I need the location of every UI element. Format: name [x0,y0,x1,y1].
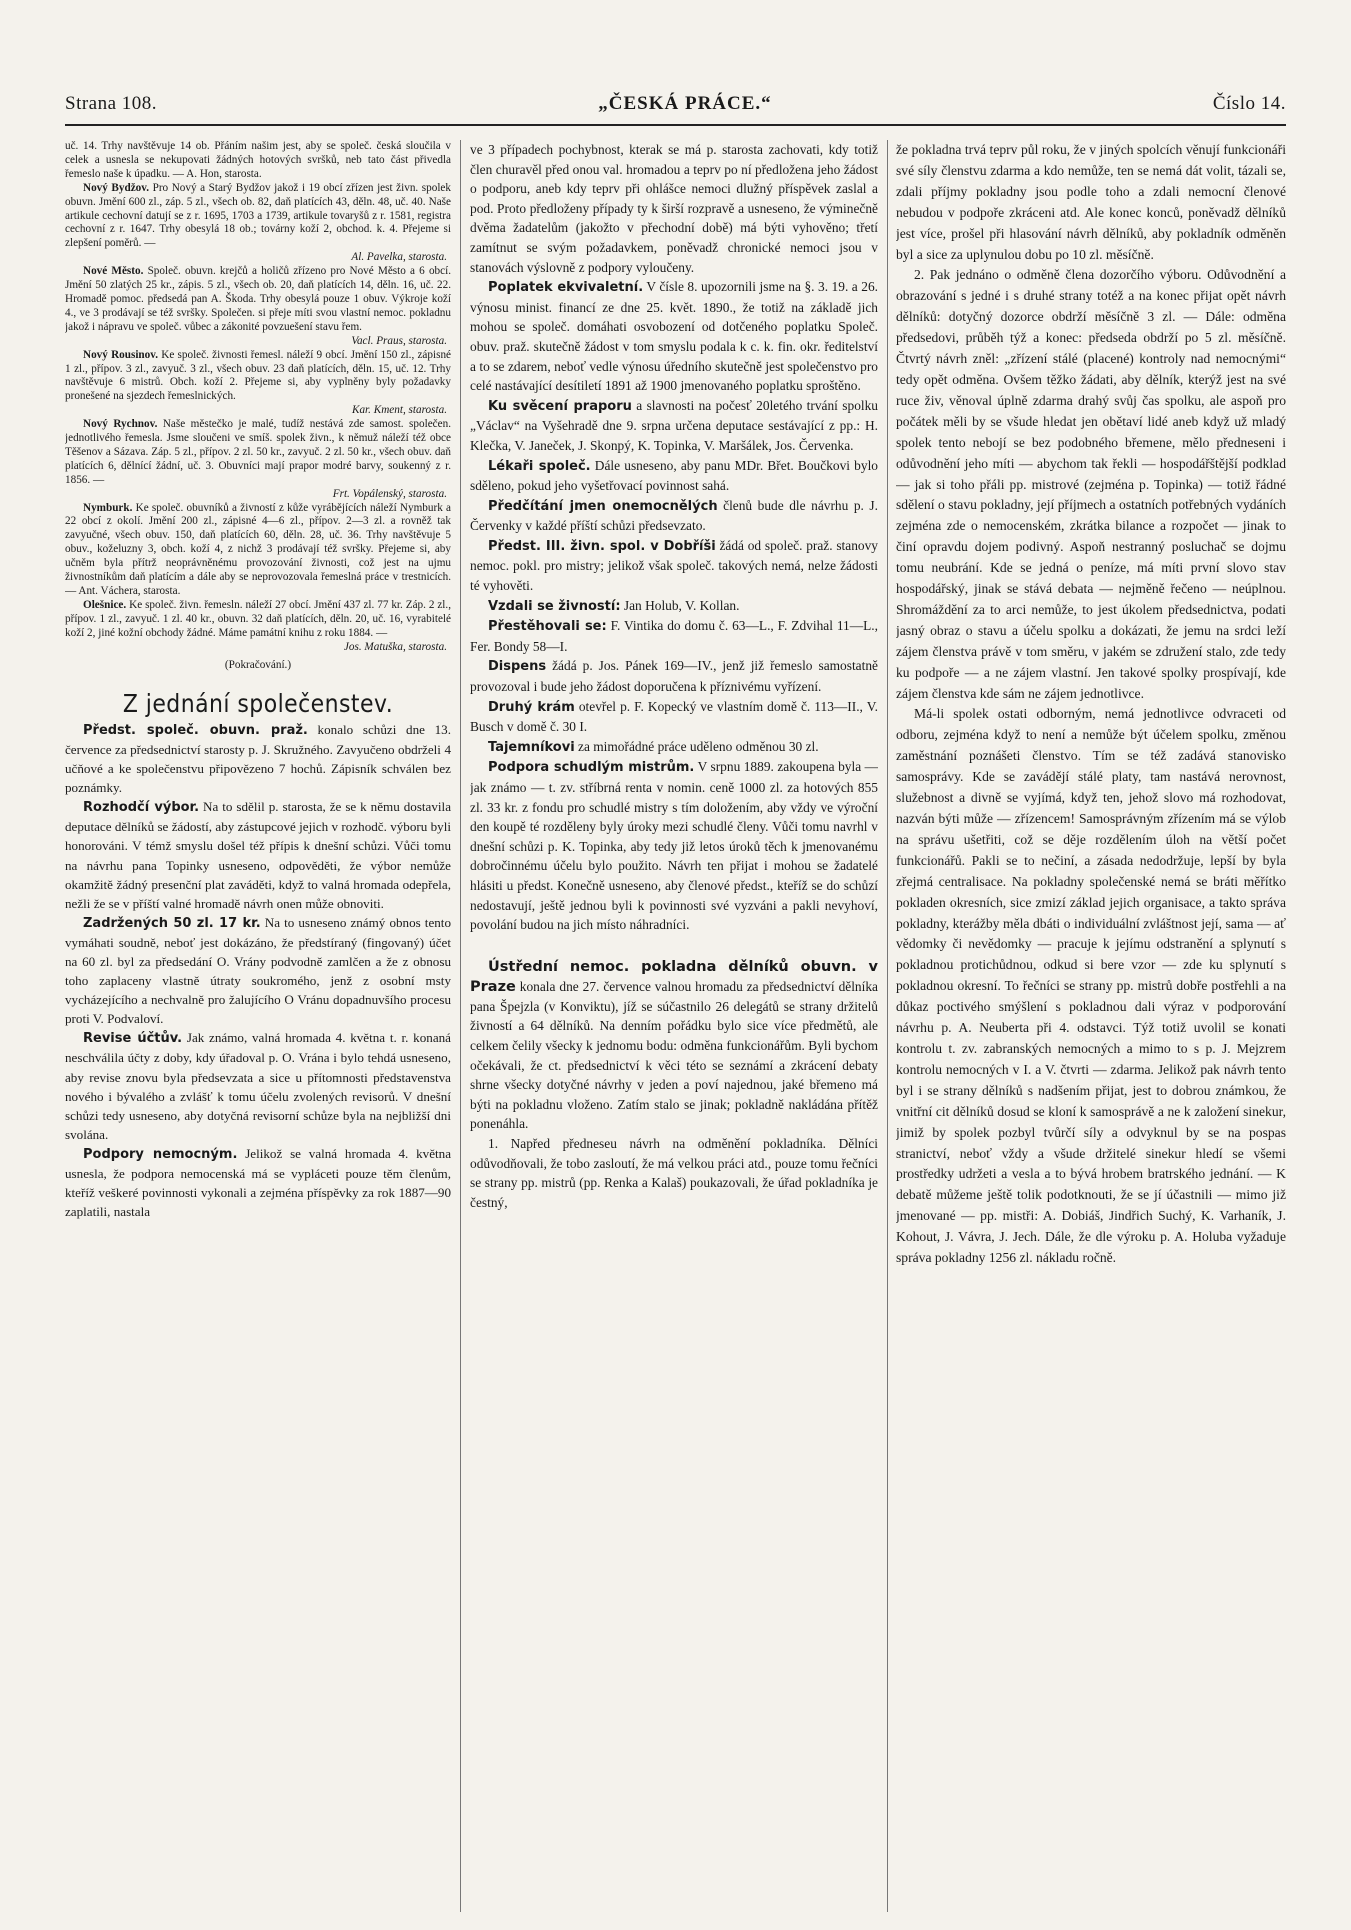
subhead: Předst. společ. obuvn. praž. [83,722,308,738]
section-body [470,140,878,1212]
subhead: Zadržených 50 zl. 17 kr. [83,915,261,931]
article-text: F. Vintika do domu č. 63—L., F. Zdvihal 11—L., Fer. Bondy 58—I. [470,618,878,654]
subhead: Předčítání jmen onemocnělých [488,498,718,514]
report-text: Pro Nový a Starý Bydžov jakož i 19 obcí zřízen jest živn. spolek obuvn. Jmění 600 zl., záp. 5 zl., všech ob. 82, daň platících 43, děln. 48, uč. 40. Naše artikule cechovní datují se z r. 1695, 1703 a 1739, artikule tovaryšů z r. 1581, registra cechovní z r. 1647. Trhy obesylá 18 ob.; továrny koží 2, obchod. k. 4. Přejeme si zlepšení poměrů. — [65,181,451,250]
subhead: Rozhodčí výbor. [83,800,200,816]
subhead: Poplatek ekvivaletní. [488,280,644,296]
section-body [896,140,1286,1269]
article-paragraph [65,913,451,1029]
report-text: Společ. obuvn. krejčů a holičů zřízeno pro Nové Město a 6 obcí. Jmění 50 zlatých 25 kr., zápis. 5 zl., všech ob. 20, daň platících 14, děln. 16, uč. 22. Hromadě pomoc. předsedá pan A. Škoda. Trhy obesylá pouze 1 obuv. Výkroje koží 4., ve 3 prodávají se též svršky. Společen. si přeje míti svou vlastní nemoc. pokladnu jakož i nápravu ve společ. vůbec a zákonité povzuešení stavu řem. [65,265,451,333]
article-paragraph [470,656,878,696]
article-text: V čísle 8. upozornili jsme na §. 3. 19. a 26. výnosu minist. financí ze dne 25. květ. 1890., že totiž na základě jich mohou se společ. domáhati osvobození od dotčeného poplatku Společ. obuv. praž. skutečně žádost v tom smyslu podala k c. k. fin. okr. ředitelství a to se zdarem, neboť vedle výnosu úředního skutečně jest společenstvo pro celé nastávající desítiletí 1891 až 1900 jmenovaného poplatku sproštěno. [470,279,878,394]
report-paragraph [65,182,451,252]
town-name: Nový Rychnov. [83,418,158,431]
report-text: Ke společ. živnosti řemesl. náleží 9 obcí. Jmění 150 zl., zápisné 1 zl., přípov. 3 zl., zavyuč. 3 zl., všech obuv. 23 daň platících, děln. 15, uč. 12. Trhy navštěvuje 6 mistrů. Obch. koží 2. Přejeme si, aby vyplněny byly požadavky pronešené na sjezdech řemeslnických. [65,348,451,403]
subhead: Druhý krám [488,699,575,715]
article-text: žádá od společ. praž. stanovy nemoc. pokl. pro mistry; jelikož však společ. takových nemá, nelze žádosti té vyhověti. [470,537,878,594]
article-paragraph: ve 3 případech pochybnost, kterak se má p. starosta zachovati, kdy totiž člen churavěl před onou val. hromadou a teprv po ní předložena jeho žádost o podporu, aneb kdy teprv při ohlášce nemoci dlužný příspěvek zaslal a pod. Proto předloženy případy ty k širší rozpravě a usneseno, že výminečně dvěma žadatelům (jakožto v přechodní době) má býti vyhověno; třetí zamítnut se svým požadavkem, poněvadž chronické nemoci jsou v stanovách výslovně z podpory vyloučeny. [470,142,878,275]
report-paragraph [65,599,451,641]
report-paragraph [65,418,451,488]
article-paragraph [470,757,878,934]
article-paragraph [470,277,878,396]
continuation-note: (Pokračování.) [224,658,292,671]
subhead: Podpora schudlým mistrům. [488,760,695,776]
article-paragraph [65,797,451,913]
article-paragraph: 1. Napřed předneseu návrh na odměnění pokladníka. Dělníci odůvodňovali, že tobo zasloutí, že má velkou práci atd., pouze tomu řečníci se strany pp. mistrů (pp. Renka a Kalaš) poukazovali, že úřad pokladníka je čestný, [470,1135,878,1210]
article-paragraph: že pokladna trvá teprv půl roku, že v jiných spolcích věnují funkcionáři své síly členstvu zdarma a kdo nemůže, ten se nemá dát volit, tázali se, zdali příjmy pokladny jsou podle toho a zdali nemocní členové nebudou v podpoře zkráceni atd. Ale konec konců, poněvadž dělníků jest více, prošel při hlasování návrh dělníků, aby pokladník odměněn byl a sice za uplynulou dobu po 10 zl. měsíčně. [896,142,1286,262]
report-text: Ke společ. živn. řemesln. náleží 27 obcí. Jmění 437 zl. 77 kr. Záp. 2 zl., přípov. 1 zl., zavyuč. 1 zl. 40 kr., obuvn. 32 daň platících, děln. 20, uč. 16, vyrabitelé koží 2, jiné kožní obchody žádné. Máme památní knihu z roku 1884. — [65,598,451,639]
article-paragraph [470,957,878,1134]
article-paragraph [470,496,878,536]
article-paragraph [470,616,878,656]
signature: Al. Pavelka, starosta. [351,251,447,264]
article-paragraph [470,697,878,737]
article-text: za mimořádné práce uděleno odměnou 30 zl. [578,738,819,754]
column-3 [896,140,1286,1912]
column-divider [460,140,461,1912]
article-paragraph [65,1144,451,1221]
article-paragraph [65,1028,451,1144]
subhead: Přestěhovali se: [488,619,607,635]
signature: Vacl. Praus, starosta. [351,334,447,347]
subhead: Revise účtův. [83,1031,183,1047]
section-body [65,720,451,1221]
header-rule [65,124,1286,126]
town-name: Nymburk. [83,501,133,514]
article-paragraph: 2. Pak jednáno o odměně člena dozorčího výboru. Odůvodnění a obrazování s jedné i s druhé strany totéž a na konec přijat opět návrh dělníků: dotyčný dozorce obdrží měsíčně 3 zl. — Dále: odměna předsedovi, průběh týž a konec: předseda obdrží po 5 zl. měsíčně. Čtvrtý návrh zněl: „zřízení stálé (placené) kontroly nad nemocnými“ tedy opět odměna. Ovšem těžko žádati, aby dělník, kterýž jest na své ruce živ, věnoval úplně zdarma drahý svůj čas spolku, ale aspoň pro počátek měli by se všude hledat jen obětaví lidé aneb když už mladý spolek tento nebojí se bez podobného břemene, mělo předneseni i odůvodnění jeho míti — abychom tak řekli — hospodářštější podklad — jak si toho přáli pp. mistrové (zejména p. Topinka) — totiž řádné sdělení o stavu pokladny, její příjmech a ostatních potřebných vydáních zejména zde o nemocenském, zkrátka bilance a rozpočet — jinak to činí opravdu dojem podivný. Aspoň nestranný posluchač se dojmu tomu neubrání. Kde se jedná o peníze, má míti první slovo stav hospodářský, jinak se stává debata — nejměně řečeno — neúplnou. Shromáždění za to arci nemůže, to jest úkolem předsednictva, podati jasný obraz o stavu a účelu spolku a dokázati, že jemu na srdci leží zájem členstva právě v tom směru, v jakém se združení stalo, zde tedy ku podpoře — a ne zájem vlastní. Jen takové spolky prospívají, kde zájem členstva kde sám ne zájem jednotlivce. [896,267,1286,701]
subhead: Podpory nemocným. [83,1146,238,1162]
page-header [65,88,1286,120]
article-text: konala dne 27. července valnou hromadu za předsednictví dělníka pana Špejzla (v Konviktu), jíž se súčastnilo 26 delegátů se strany držitelů živností a 64 dělníků. Na denním pořádku bylo sice více předmětů, ale celkem čelily všecky k jednomu bodu: odměna funkcionářům. Byli bychom očekávali, že ct. předsednictví k věci této se seznámí a zkrácení debaty shrne všecky dotyčné návrhy v jeden a poví najednou, jaké břemeno má býti na pokladnu vloženo. Zatím stalo se jinak; pokladně nakládána přítěž ponenáhla. [470,978,878,1132]
signature: Jos. Matuška, starosta. [343,640,447,653]
article-paragraph [470,596,878,617]
article-text: Jelikož se valná hromada 4. května usnesla, že podpora nemocenská má se vypláceti pouze těm členům, kteříž veškeré povinnosti vykonali a zejména příspěvky za rok 1887—90 zaplatili, nastala [65,1145,451,1220]
article-paragraph [65,720,451,797]
article-heading: Ústřední nemoc. pokladna dělníků obuvn. v Praze [470,958,878,995]
column-1 [65,140,451,1912]
section-title: Z jednání společenstev. [122,689,394,719]
article-text: Jan Holub, V. Kollan. [623,597,740,613]
town-name: Olešnice. [83,598,127,611]
page-number: Strana 108. [65,93,158,114]
subhead: Tajemníkovi [488,739,575,755]
report-paragraph: uč. 14. Trhy navštěvuje 14 ob. Přáním našim jest, aby se společ. česká sloučila v celek a usnesla se nekupovati žádných hotových svršků, neb tato část přivedla řemeslo naše k úpadku. — A. Hon, starosta. [65,140,451,180]
article-paragraph: Má-li spolek ostati odborným, nemá jednotlivce odvraceti od odboru, zejména když to není a nemůže být účelem spolku, změnou zaměstnání poznášeti členstvo. Tím se též zadává stanovisko samosprávy. Kde se zavádějí stálé platy, tam nastává nerovnost, služebnost a divně se vyjímá, když ten, jehož slovo má rozhodovat, nazván býti může — zřízencem! Samosprávným zřízením má se výlob na správu ušetřiti, což se děje rozdělením úloh na větší počet funkcionářů. Pakli se to nečiní, a zásada nedodržuje, lepší by byla zřejmá centralisace. Na pokladny společenské nemá se bráti měřítko pokladen okresních, sice zmizí základ jejich organisace, a takto správa pokladny, kterážby měla dbáti o individuální zvláštnost její, sama — ať vědomky či nevědomky — pracuje k jejímu odstranění a splynutí s pokladnou protichůdnou, odkud si bere vzor — zde ku splynutí s pokladnou okresní. To řečníci se strany pp. mistrů dobře postřehli a na důkaz poctivého smýšlení s pokladnou dali výraz v podporování návrhu p. A. Neuberta při 4. odstavci. Týž totiž uvolil se konati kontrolu t. zv. zabranských nemocných a mimo to s p. J. Mejzrem kontrolu nemocných v I. a V. čtvrti — zdarma. Jelikož pak návrh tento byl i se strany dělníků s nadšením přijat, jest to dobrou známkou, že vnitřní cit dělníků dosud se kloní k samosprávě a ne k založení sinekur, jimiž by spolek pozbyl tvůrčí síly a odvyknul by se na pospas stranictví, neboť vždy a všude držitelé sinekur hledí se všemi prostředky udržeti a vesla a to bývá hrobem bratrského jednání. — K debatě můžeme ještě tolik podotknouti, že se jí účastnili — mimo již jmenované — pp. mistři: A. Dobiáš, Jindřich Suchý, K. Varhaník, J. Kohout, J. Vávra, J. Jech. Dále, že dle výroku p. A. Holuba vyžaduje správa pokladny 1256 zl. nákladu ročně. [896,706,1286,1266]
article-text: Dále usneseno, aby panu MDr. Břet. Boučkovi bylo sděleno, pokud jeho vyšetřovací povinnost sahá. [470,457,878,494]
article-text: členů bude dle návrhu p. J. Červenky v každé příští schůzi předsevzato. [470,497,878,534]
report-paragraph [65,349,451,405]
signature: Kar. Kment, starosta. [351,404,447,417]
town-name: Nový Bydžov. [83,181,150,194]
town-name: Nový Rousinov. [83,348,159,361]
article-text: žádá p. Jos. Pánek 169—IV., jenž již řemeslo samostatně provozoval i bude jeho žádost doporučena k příznivému vyřízení. [470,658,878,695]
article-text: V srpnu 1889. zakoupena byla — jak známo — t. zv. stříbrná renta v nomin. ceně 1000 zl. za hotových 855 zl. 33 kr. z fondu pro schudlé mistry s tím doložením, aby vždy ve výroční den koupě té rozděleny byly úroky mezi schudlé členy. Vůči tomu navrhl v dnešní schůzi p. K. Topinka, aby tedy již letos úroků těch k jmenovanému dobročinnému účelu bylo použito. Návrh ten přijat i mohou se žadatelé hlásiti u předst. Konečně usneseno, aby členové předst., kteříž se do schůzí nedostavují, ještě jednou byli k povinnosti své vyzváni a pakli nevyhoví, povolání budou na jich místo náhradníci. [470,759,878,933]
town-reports [65,140,451,672]
signature: Frt. Vopálenský, starosta. [332,487,447,500]
article-text: Jak známo, valná hromada 4. května t. r. konaná neschválila účty z doby, kdy úřadoval p. O. Vrána i bylo tehdá usneseno, aby revise znovu byla předsevzata a sice u přítomnosti představenstva nového i bývalého a zvlášť k tomu účelu zvolených revisorů. V dnešní schůzi tedy usneseno, aby dotyčná revisorní schůze byla na nejbližší dni svolána. [65,1030,451,1142]
article-paragraph [470,737,878,758]
report-text: Naše městečko je malé, tudíž nestává zde samost. společen. jednotlivého řemesla. Jsme sloučeni ve smíš. spolek živn., k němuž náleží též obce Těšenov a Sázava. Záp. 5 zl., přípov. 2 zl. 50 kr., zavyuč. 2 zl. 50 kr., všech obuv. daň platících 6, dělnící žádní, uč. 3. Obuvníci mají prapor modré barvy, soukenný z r. 1856. — [65,418,451,486]
subhead: Předst. III. živn. spol. v Dobříši [488,538,716,554]
spacer [470,935,878,957]
article-paragraph [470,536,878,596]
report-text: Ke společ. obuvníků a živností z kůže vyrábějících náleží Nymburk a 22 obcí z okolí. Jmění 200 zl., zápisné 4—6 zl., přípov. 2—3 zl. a rovněž tak zavyučné, všech obuv. 150, daň platících 60, děln. 28, uč. 36. Trhy navštěvuje 5 obuv., koželuzny 3, obch. koží 4, z nichž 3 prodávají též svršky. Přejeme si, aby učněm byla přítrž neoprávněnému provozování živnosti, což jest na ujmu živnostníkům daň platícím a dále aby se neprovozovala řemeslná práce v trestnicích. — Ant. Váchera, starosta. [65,501,451,597]
article-text: a slavnosti na počesť 20letého trvání spolku „Václav“ na Vyšehradě dne 9. srpna určena deputace sestávající z pp.: H. Klečka, V. Janeček, J. Skonpý, K. Topinka, V. Maršálek, Jos. Červenka. [470,397,878,453]
column-divider [887,140,888,1912]
report-paragraph [65,502,451,599]
article-paragraph [470,456,878,496]
subhead: Dispens [488,659,547,675]
town-name: Nové Město. [83,265,144,278]
article-text: konalo schůzi dne 13. července za předsednictví starosty p. J. Skružného. Zavyučeno obdrželi 4 učňové a ke společenstvu připovězeno 7 hochů. Zápisník schválen bez poznámky. [65,721,451,796]
subhead: Ku svěcení praporu [488,398,632,414]
column-2 [470,140,878,1912]
issue-number: Číslo 14. [1212,93,1286,114]
report-paragraph [65,265,451,335]
article-paragraph [470,396,878,456]
subhead: Lékaři společ. [488,458,591,474]
journal-title: „ČESKÁ PRÁCE.“ [598,93,772,114]
article-text: Na to usneseno známý obnos tento vymáhati soudně, neboť jest dokázáno, že předstíraný (fingovaný) účet na 60 zl. byl za předsedání O. Vrány podvodně zamlčen a že z obnosu toho zaplaceny vlastně útraty soukromého, jenž z osobní msty vycházejícího a nechvalně pro žalujícího O Vránu dopadnuvšího procesu proti V. Podvaloví. [65,914,451,1027]
article-text: Na to sdělil p. starosta, že se k němu dostavila deputace dělníků se žádostí, aby zástupcové jejich v rozhodč. výboru byli honorováni. V témž smyslu došel též přípis k dnešní schůzi. Vůči tomu na návrhu pana Topinky usneseno, odpověděti, že výbor nemůže okamžitě žádný presenční plat zaváděti, když to valná hromada odepřela, nežli že se v příští valné hromadě návrh onen může obnoviti. [65,799,451,911]
article-text: otevřel p. F. Kopecký ve vlastním domě č. 113—II., V. Busch v domě č. 30 I. [470,698,878,735]
subhead: Vzdali se živností: [488,598,621,614]
